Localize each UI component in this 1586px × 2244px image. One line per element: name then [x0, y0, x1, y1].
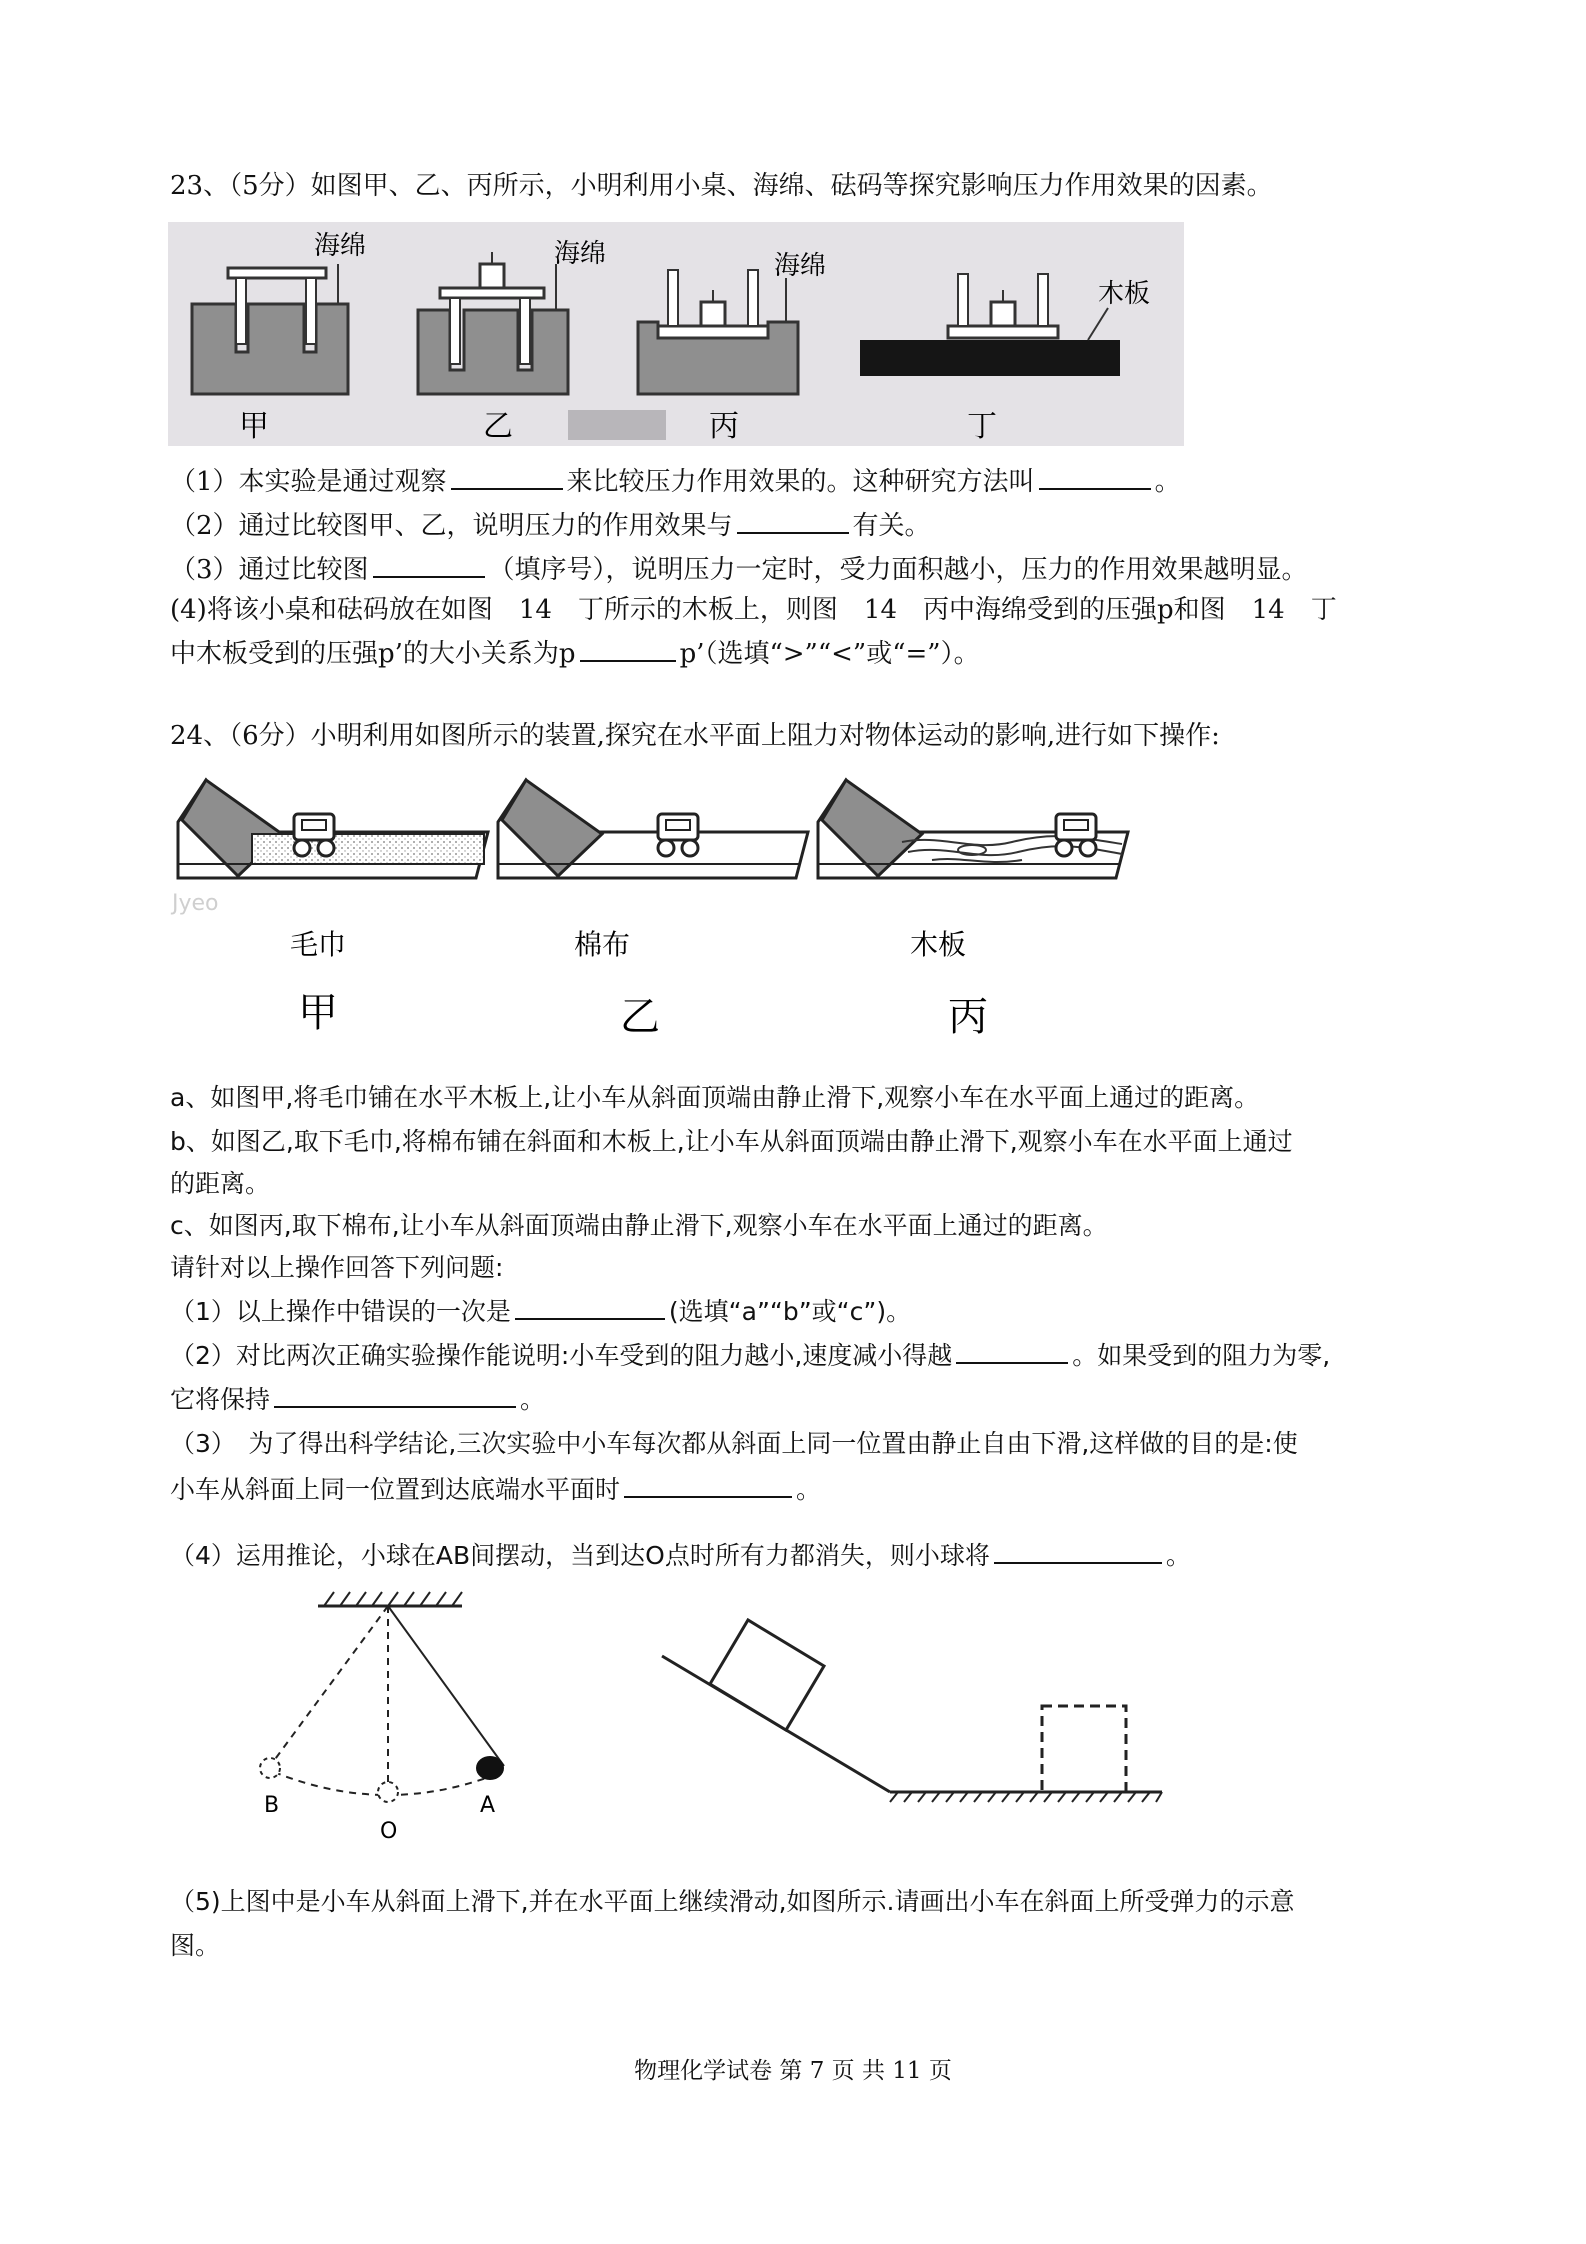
point-o-label: O	[380, 1819, 398, 1844]
q24-sub3-line2: 小车从斜面上同一位置到达底端水平面时 。	[170, 1470, 821, 1508]
surface-label-cotton: 棉布	[573, 928, 631, 961]
answer-blank[interactable]	[956, 1336, 1068, 1364]
label-jia: 甲	[298, 990, 338, 1036]
label-ding: 丁	[967, 409, 997, 444]
answer-blank[interactable]	[451, 462, 563, 490]
answer-blank[interactable]	[515, 1292, 665, 1320]
watermark: Jyeo	[172, 891, 219, 916]
q24-title: 24、（6分）小明利用如图所示的装置,探究在水平面上阻力对物体运动的影响,进行如下操作:	[170, 721, 1220, 751]
ramp-jia	[178, 780, 488, 878]
answer-blank[interactable]	[274, 1380, 516, 1408]
q24-prompt: 请针对以上操作回答下列问题:	[170, 1253, 504, 1282]
point-b-label: B	[264, 1793, 280, 1818]
answer-blank[interactable]	[624, 1470, 792, 1498]
label-bing: 丙	[709, 409, 739, 444]
q24-sub3-line1: （3） 为了得出科学结论,三次实验中小车每次都从斜面上同一位置由静止自由下滑,这样做的目的是:使	[170, 1429, 1298, 1458]
q24-step-b-line1: b、如图乙,取下毛巾,将棉布铺在斜面和木板上,让小车从斜面顶端由静止滑下,观察小车在水平面上通过	[170, 1127, 1293, 1156]
q23-sub4-line2: 中木板受到的压强p’的大小关系为p p’（选填“>”“<”或“=”）。	[170, 634, 980, 672]
q24-sub5-line2: 图。	[170, 1931, 221, 1960]
q24-sub4: （4）运用推论，小球在AB间摆动，当到达O点时所有力都消失，则小球将 。	[170, 1536, 1191, 1574]
ramp-bing	[818, 780, 1128, 878]
label-yi: 乙	[620, 994, 660, 1040]
q24-step-b-line2: 的距离。	[170, 1169, 271, 1198]
answer-blank[interactable]	[580, 634, 676, 662]
ramp-yi	[498, 780, 808, 878]
answer-blank[interactable]	[737, 506, 849, 534]
point-a-label: A	[480, 1793, 496, 1818]
q24-step-c: c、如图丙,取下棉布,让小车从斜面顶端由静止滑下,观察小车在水平面上通过的距离。	[170, 1211, 1108, 1240]
page-footer: 物理化学试卷 第 7 页 共 11 页	[634, 2058, 952, 2084]
q24-ramp-figure	[172, 780, 1132, 1050]
answer-blank[interactable]	[994, 1536, 1162, 1564]
q23-sub1: （1）本实验是通过观察 来比较压力作用效果的。这种研究方法叫 。	[170, 462, 1181, 500]
q24-sub5-line1: （5)上图中是小车从斜面上滑下,并在水平面上继续滑动,如图所示.请画出小车在斜面上所受弹力的示意	[170, 1887, 1295, 1916]
q23-title: 23、（5分）如图甲、乙、丙所示，小明利用小桌、海绵、砝码等探究影响压力作用效果的因素。	[170, 171, 1273, 201]
q23-figure	[168, 222, 1184, 446]
q24-sub2-line2: 它将保持 。	[170, 1380, 545, 1418]
label-yi: 乙	[483, 409, 513, 444]
label-sponge-1: 海绵	[314, 231, 367, 261]
label-sponge-3: 海绵	[774, 251, 827, 281]
label-jia: 甲	[239, 409, 269, 444]
pendulum-figure	[240, 1586, 496, 1846]
q23-sub4-line1: (4)将该小桌和砝码放在如图 14 丁所示的木板上，则图 14 丙中海绵受到的压强p和图 14 丁	[170, 595, 1337, 625]
answer-blank[interactable]	[1039, 462, 1151, 490]
incline-figure	[650, 1596, 1170, 1816]
surface-label-towel: 毛巾	[289, 928, 347, 961]
label-board: 木板	[1098, 279, 1151, 309]
label-sponge-2: 海绵	[554, 239, 607, 269]
surface-label-board: 木板	[909, 928, 967, 961]
q24-step-a: a、如图甲,将毛巾铺在水平木板上,让小车从斜面顶端由静止滑下,观察小车在水平面上通过的距离。	[170, 1083, 1260, 1112]
label-bing: 丙	[948, 994, 988, 1040]
q24-sub1: （1）以上操作中错误的一次是 (选填“a”“b”或“c”)。	[170, 1292, 911, 1330]
q23-sub3: （3）通过比较图 （填序号），说明压力一定时，受力面积越小，压力的作用效果越明显。	[170, 550, 1308, 588]
answer-blank[interactable]	[373, 550, 485, 578]
q23-sub2: （2）通过比较图甲、乙，说明压力的作用效果与 有关。	[170, 506, 931, 544]
q24-sub2-line1: （2）对比两次正确实验操作能说明:小车受到的阻力越小,速度减小得越 。如果受到的阻力为零,	[170, 1336, 1330, 1374]
